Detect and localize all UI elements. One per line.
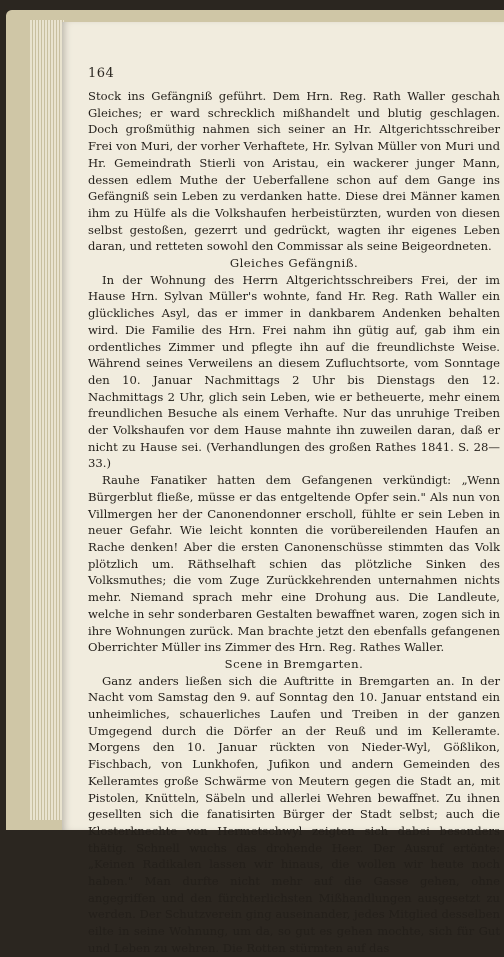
- paragraph: Stock ins Gefängniß geführt. Dem Hrn. Reg. Rath Waller geschah Gleiches; er ward schrecklich mißhandelt und blutig geschlagen. Doch großmüthig nahmen sich seiner an Hr. Altgerichtsschreiber Frei von Muri, der vorher Verhaftete, Hr. Sylvan Müller von Muri und Hr. Gemeindrath Stierli von Aristau, ein wackerer junger Mann, dessen edlem Muthe der Ueberfallene schon auf dem Gange ins Gefängniß sein Leben zu verdanken hatte. Diese drei Männer kamen ihm zu Hülfe als die Volkshaufen herbeistürzten, wurden von diesen selbst gestoßen, gezerrt und gedrückt, wagten ihr eigenes Leben daran, und retteten sowohl den Commissar als seine Beigeordneten.: [88, 89, 500, 254]
- section-heading: Gleiches Gefängniß.: [229, 256, 359, 271]
- paragraph: In der Wohnung des Herrn Altgerichtsschreibers Frei, der im Hause Hrn. Sylvan Müller's wohnte, fand Hr. Reg. Rath Waller ein glückliches Asyl, das er immer in dankbarem Andenken behalten wird. Die Familie des Hrn. Frei nahm ihn gütig auf, gab ihm ein ordentliches Zimmer und pflegte ihn auf die freundlichste Weise. Während seines Verweilens an diesem Zufluchtsorte, vom Sonntage den 10. Januar Nachmittags 2 Uhr bis Dienstags den 12. Nachmittags 2 Uhr, glich sein Leben, wie er betheuerte, mehr einem freundlichen Besuche als einem Verhafte. Nur das unruhige Treiben der Volkshaufen vor dem Hause mahnte ihn zuweilen daran, daß er nicht zu Hause sei. (Verhandlungen des großen Rathes 1841. S. 28—33.): [88, 272, 500, 471]
- section-heading: Scene in Bremgarten.: [224, 656, 364, 671]
- book-page: [62, 22, 504, 955]
- paragraph: Rauhe Fanatiker hatten dem Gefangenen verkündigt: „Wenn Bürgerblut fließe, müsse er das entgeltende Opfer sein." Als nun von Villmergen her der Canonendonner erscholl, fühlte er sein Leben in neuer Gefahr. Wie leicht konnten die vorübereilenden Haufen an Rache denken! Aber die ersten Canonenschüsse stimmten das Volk plötzlich um. Räthselhaft schien das plötzliche Sinken des Volksmuthes; die vom Zuge Zurückkehrenden unternahmen nichts mehr. Niemand sprach mehr eine Drohung aus. Die Landleute, welche in sehr sonderbaren Gestalten bewaffnet waren, zogen sich in ihre Wohnungen zurück. Man brachte jetzt den ebenfalls gefangenen Oberrichter Müller ins Zimmer des Hrn. Reg. Rathes Waller.: [88, 473, 500, 655]
- paragraph: Ganz anders ließen sich die Auftritte in Bremgarten an. In der Nacht vom Samstag den 9. auf Sonntag den 10. Januar entstand ein unheimliches, schauerliches Laufen und Treiben in der ganzen Umgegend durch die Dörfer an der Reuß und im Kelleramte. Morgens den 10. Januar rückten von Nieder-Wyl, Gößlikon, Fischbach, von Lunkhofen, Jufikon und andern Gemeinden des Kelleramtes große Schwärme von Meutern gegen die Stadt an, mit Pistolen, Knütteln, Säbeln und allerlei Wehren bewaffnet. Zu ihnen gesellten sich die fanatisirten Bürger der Stadt selbst; auch die Klosterknechte von Hermetschwyl zeigten sich dabei besonders thätig. Schnell wuchs das drohende Heer. Der Ausruf ertönte: „Keinen Radikalen lassen wir hinaus, die wollen wir heute noch haben." Man durfte nicht mehr auf die Gasse gehen, ohne angegriffen und den fürchterlichsten Mißhandlungen ausgesetzt zu werden. Der Schutzverein ging auseinander, jedes Mitglied desselben eilte in seine Wohnung, um da, so gut es gehen mochte, sich für Gut und Leben zu wehren. Die Rotten stürmten auf das: [88, 673, 500, 955]
- page-number: 164: [88, 66, 115, 81]
- page-edges: [30, 20, 64, 820]
- page-text: [88, 88, 500, 957]
